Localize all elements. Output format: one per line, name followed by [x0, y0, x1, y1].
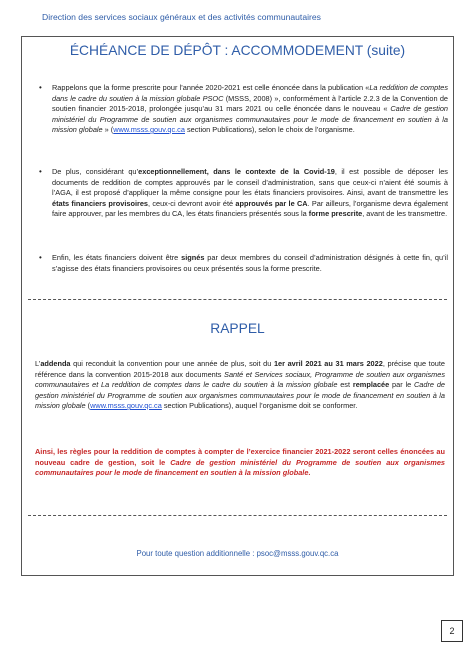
rappel-addenda-paragraph: L’addenda qui reconduit la convention pour une année de plus, soit du 1er avril 2021 au 31 mars 2022, précise que toute référence dans la convention 2015-2018 aux documents Santé et Services sociaux, Programme de soutien aux organismes communautaires et La reddition de comptes dans le cadre du soutien à la mission globale est remplacée par le Cadre de gestion ministériel du Programme de soutien aux organismes communautaires pour le mode de financement en soutien à la mission globale (www.msss.gouv.qc.ca section Publications), auquel l’organisme doit se conformer.: [35, 359, 446, 410]
bullet-paragraph-prescribed-form: Rappelons que la forme prescrite pour l’année 2020-2021 est celle énoncée dans la publication «La reddition de comptes dans le cadre du soutien à la mission globale PSOC (MSSS, 2008) », conformément à l’article 2.2.3 de la Convention de soutien financier 2015-2018, prolongée jusqu’au 31 mars 2021 ou celle énoncée dans le nouveau « Cadre de gestion ministériel du Programme de soutien aux organismes communautaires pour le mode de financement en soutien à la mission globale » (www.msss.gouv.qc.ca section Publications), selon le choix de l’organisme.: [52, 83, 448, 134]
msss-website-link[interactable]: www.msss.gouv.qc.ca: [113, 125, 185, 134]
section-divider: [28, 515, 447, 516]
bullet-marker: •: [39, 253, 42, 262]
notice-frame: [21, 36, 454, 576]
bullet-paragraph-signatures: Enfin, les états financiers doivent être signés par deux membres du conseil d’administration désignés à cette fin, qu’il s’agisse des états financiers provisoires ou ceux présentés sous la forme prescrite.: [52, 253, 448, 273]
page-number-box: 2: [441, 620, 463, 642]
bullet-paragraph-covid-exception: De plus, considérant qu’exceptionnellement, dans le contexte de la Covid-19, il est possible de déposer les documents de reddition de comptes approuvés par le conseil d’administration, sans que ceux-ci n’aient été soumis à l’AGA, il est proposé d’appliquer la même consigne pour les états financiers provisoires. Ainsi, avant de transmettre les états financiers provisoires, ceux-ci devront avoir été approuvés par le CA. Par ailleurs, l’organisme devra également faire approuver, par les membres du CA, les états financiers présentés sous la forme prescrite, avant de les transmettre.: [52, 167, 448, 218]
msss-website-link[interactable]: www.msss.gouv.qc.ca: [90, 401, 162, 410]
section-title-deadline: ÉCHÉANCE DE DÉPÔT : ACCOMMODEMENT (suite): [69, 43, 406, 58]
header-org-line: Direction des services sociaux généraux et des activités communautaires: [42, 12, 321, 22]
contact-footer: Pour toute question additionnelle : psoc@msss.gouv.qc.ca: [136, 549, 339, 558]
section-title-rappel: RAPPEL: [210, 321, 265, 336]
bullet-marker: •: [39, 167, 42, 176]
rappel-new-rules-paragraph: Ainsi, les règles pour la reddition de comptes à compter de l’exercice financier 2021-2022 seront celles énoncées au nouveau cadre de gestion, soit le Cadre de gestion ministériel du Programme de soutien aux organismes communautaires pour le mode de financement en soutien à la mission globale.: [35, 447, 445, 477]
section-divider: [28, 299, 447, 300]
bullet-marker: •: [39, 83, 42, 92]
